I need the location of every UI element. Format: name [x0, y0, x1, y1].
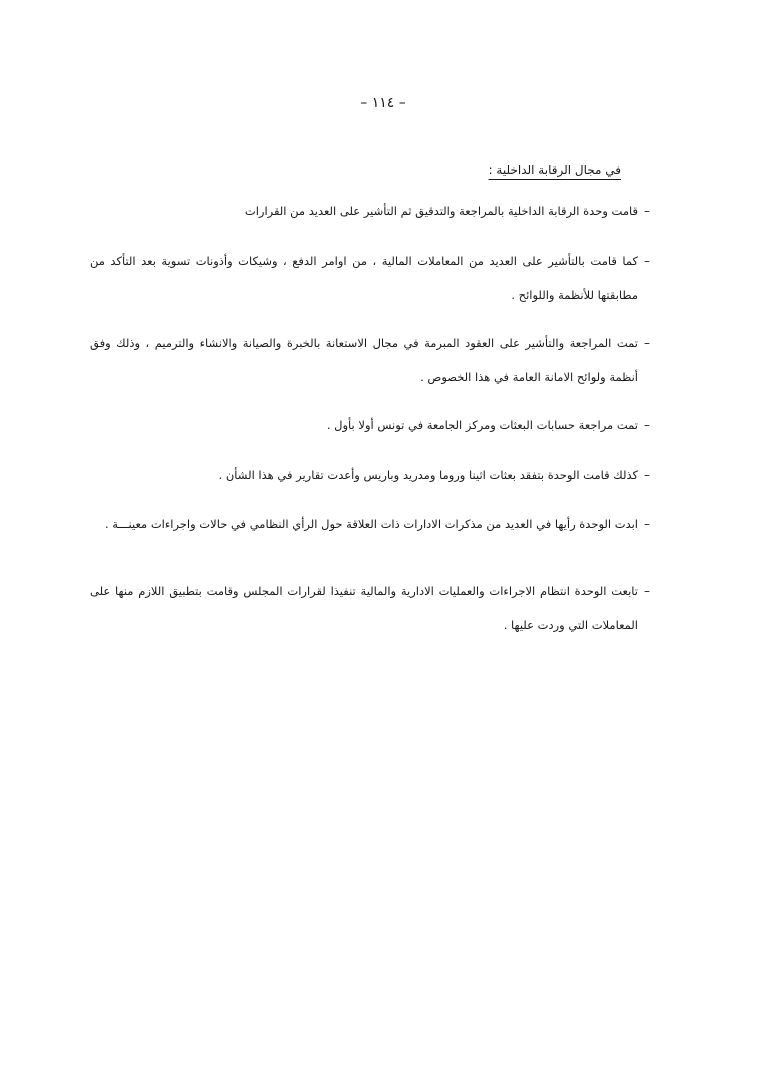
list-item: قامت وحدة الرقابة الداخلية بالمراجعة والتدقيق ثم التأشير على العديد من القرارات: [244, 204, 638, 218]
bullet-dash: –: [644, 418, 650, 432]
list-item: تابعت الوحدة انتظام الاجراءات والعمليات الادارية والمالية تنفيذا لقرارات المجلس وقامت بتطبيق اللازم منها على المعاملات التي وردت عليها .: [90, 584, 638, 632]
list-item: تمت المراجعة والتأشير على العقود المبرمة في مجال الاستعانة بالخبرة والصيانة والانشاء والترميم ، وذلك وفق أنظمة ولوائح الامانة العامة في هذا الخصوص .: [90, 336, 638, 384]
bullet-dash: –: [644, 254, 650, 268]
bullet-dash: –: [644, 204, 650, 218]
bullet-dash: –: [644, 468, 650, 482]
list-item: ابدت الوحدة رأيها في العديد من مذكرات الادارات ذات العلاقة حول الرأي النظامي في حالات واجراءات معينـــة .: [104, 517, 638, 531]
list-item: كما قامت بالتأشير على العديد من المعاملات المالية ، من اوامر الدفع ، وشيكات وأذونات تسوية بعد التأكد من مطابقتها للأنظمة واللوائح .: [90, 254, 638, 302]
page-number: – ١١٤ –: [360, 95, 406, 111]
bullet-dash: –: [644, 584, 650, 598]
list-item: تمت مراجعة حسابات البعثات ومركز الجامعة في تونس أولا بأول .: [326, 418, 638, 432]
section-heading: في مجال الرقابة الداخلية :: [488, 163, 621, 177]
list-item: كذلك قامت الوحدة بتفقد بعثات اثينا وروما ومدريد وباريس وأعدت تقارير في هذا الشأن .: [218, 468, 638, 482]
bullet-dash: –: [644, 336, 650, 350]
bullet-dash: –: [644, 517, 650, 531]
